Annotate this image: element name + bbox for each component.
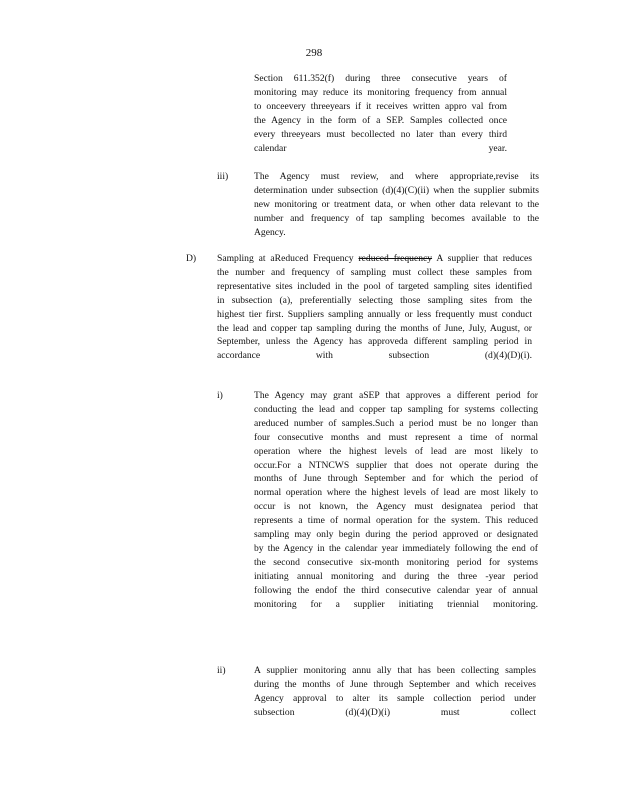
paragraph-text-after: A supplier that reduces the number and frequency of sampling must collect these samples from representative sites included in the pool of targeted sampling sites identified in subsection (a), preferentially selecting those sampling sites from the highest tier first. Suppliers sampling annually or less frequently must conduct the lead and copper tap sampling during the months of June, July, August, or September, unless the Agency has approveda different sampling period in accordance with subsection (d)(4)(D)(i). [217, 253, 532, 362]
item-marker-i: i) [217, 390, 223, 401]
item-marker-D: D) [186, 253, 197, 264]
paragraph-text: Section 611.352(f) during three consecutive years of monitoring may reduce its monitoring frequency from annual to onceevery threeyears if it receives written appro val from the Agency in the form of a SEP. Samples collected once every threeyears must becollected no later than every third calendar year. [254, 73, 507, 154]
paragraph-text: The Agency may grant aSEP that approves a different period for conducting the lead and copper tap sampling for systems collecting areduced number of samples.Such a period must be no longer than four consecutive months and must represent a time of normal operation where the highest levels of lead are most likely to occur.For a NTNCWS supplier that does not operate during the months of June through September and for which the period of normal operation where the highest levels of lead are most likely to occur is not known, the Agency must designatea period that represents a time of normal operation for the system. This reduced sampling may only begin during the period approved or designated by the Agency in the calendar year immediately following the end of the second consecutive six-month monitoring period for systems initiating annual monitoring and during the three -year period following the endof the third consecutive calendar year of annual monitoring for a supplier initiating triennial monitoring. [254, 390, 538, 610]
paragraph-text: The Agency must review, and where appropriate,revise its determination under subsection (d)(4)(C)(ii) when the supplier submits new monitoring or treatment data, or when other data relevant to the number and frequency of tap sampling becomes available to the Agency. [254, 171, 539, 238]
item-marker-ii: ii) [217, 665, 226, 676]
item-marker-iii: iii) [217, 171, 229, 182]
paragraph-i [254, 389, 538, 612]
page-number: 298 [305, 47, 323, 59]
paragraph-text-before: Sampling at aReduced Frequency [217, 253, 354, 264]
paragraph-text: A supplier monitoring annu ally that has been collecting samples during the months of June through September and which receives Agency approval to alter its sample collection period under subsection (d)(4)(D)(i) must collect [254, 665, 536, 718]
paragraph-continuation [254, 72, 507, 155]
struck-text: reduced frequency [358, 253, 433, 264]
paragraph-ii [254, 664, 536, 720]
paragraph-D [217, 252, 532, 363]
paragraph-iii [254, 170, 539, 240]
